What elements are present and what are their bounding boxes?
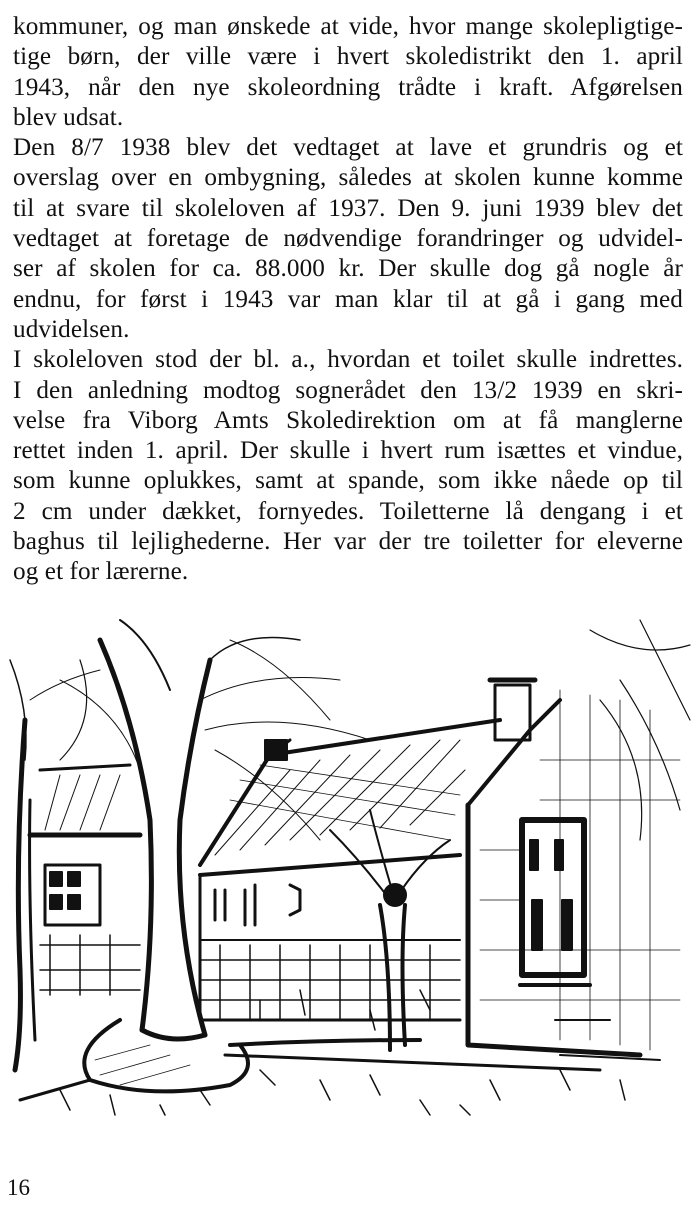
left-building [30,765,140,995]
page-number: 16 [7,1175,30,1200]
text-line: 2 cm under dækket, fornyedes. Toiletterne lå dengang i et [13,497,683,525]
text-line: endnu, for først i 1943 var man klar til at gå i gang med [13,285,683,313]
text-line: Den 8/7 1938 blev det vedtaget at lave et grundris og et [13,134,683,162]
text-line: I skoleloven stod der bl. a., hvordan et toilet skulle indrettes. [13,346,683,374]
paragraph-2 [13,133,683,345]
middle-tree [330,810,450,1050]
middle-building [200,720,500,1020]
text-line: udvidelsen. [13,315,130,343]
right-building [468,680,680,1060]
text-line: baghus til lejlighederne. Her var der tre toiletter for eleverne [13,528,683,556]
text-line: som kunne oplukkes, samt at spande, som ikke nåede op til [13,467,683,495]
paragraph-1 [13,12,683,133]
ground-strokes [20,990,625,1115]
body-text [13,12,683,588]
school-sketch-illustration [0,600,700,1120]
text-line: tige børn, der ville være i hvert skoledistrikt den 1. april [13,43,683,71]
text-line: rettet inden 1. april. Der skulle i hvert rum isættes et vindue, [13,437,683,465]
text-line: til at svare til skoleloven af 1937. Den 9. juni 1939 blev det [13,194,683,222]
text-line: blev udsat. [13,103,124,131]
text-line: ser af skolen for ca. 88.000 kr. Der skulle dog gå nogle år [13,255,683,283]
text-line: kommuner, og man ønskede at vide, hvor mange skolepligtige- [13,13,683,40]
text-line: 1943, når den nye skoleordning trådte i kraft. Afgørelsen [13,73,683,101]
right-branches [590,620,690,840]
text-line: og et for lærerne. [13,558,189,586]
paragraph-3 [13,345,683,587]
text-line: I den anledning modtog sognerådet den 13/2 1939 en skri- [13,376,683,404]
text-line: vedtaget at foretage de nødvendige forandringer og udvidel- [13,225,683,253]
text-line: velse fra Viborg Amts Skoledirektion om at få manglerne [13,406,683,434]
text-line: overslag over en ombygning, således at skolen kunne komme [13,164,683,192]
